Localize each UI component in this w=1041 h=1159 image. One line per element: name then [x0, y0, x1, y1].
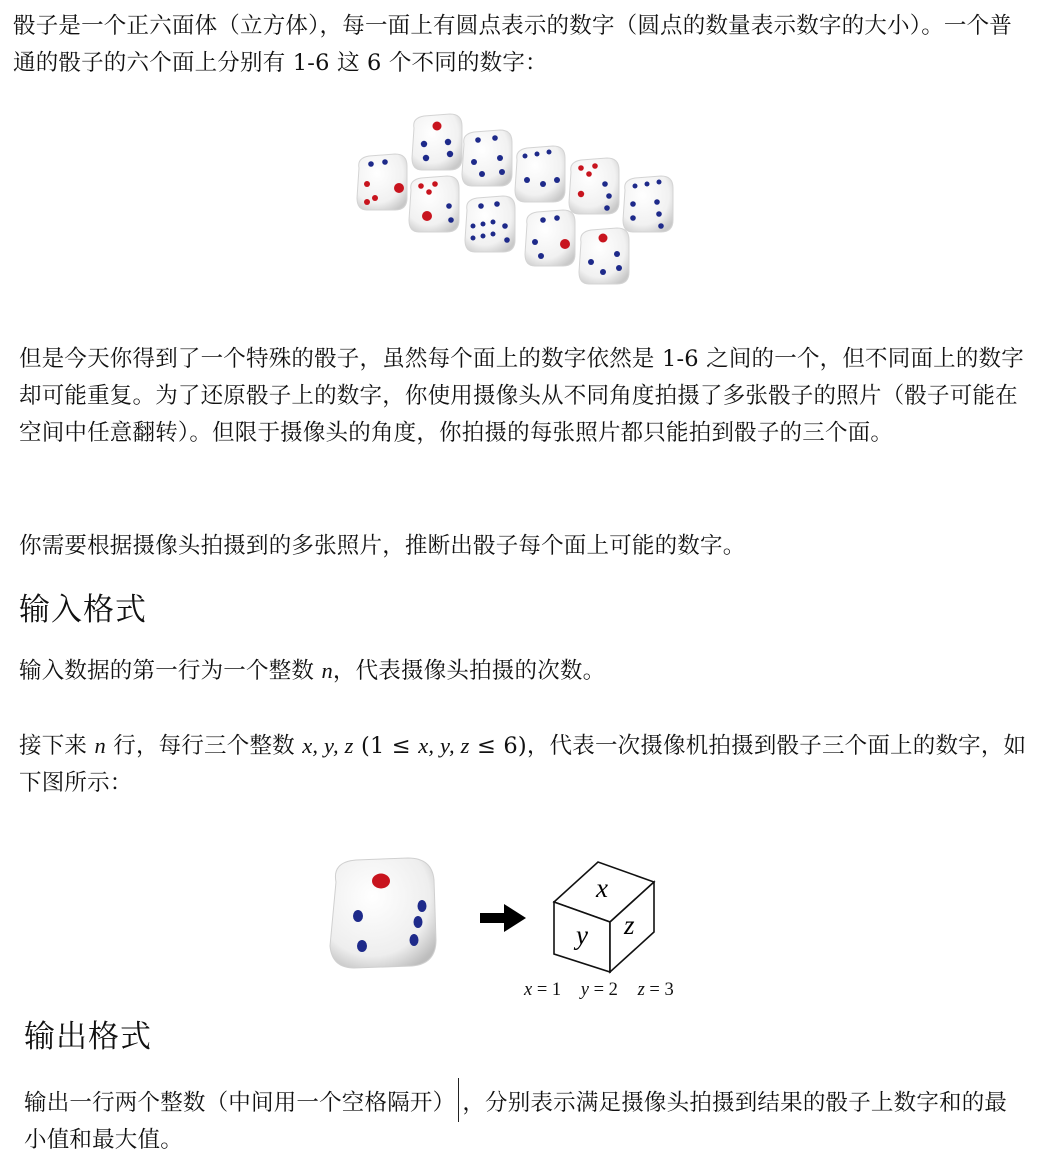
front-face-label: y [576, 920, 588, 950]
example-values [524, 980, 689, 1001]
cube-face-diagram [552, 860, 656, 974]
task-paragraph: 你需要根据摄像头拍摄到的多张照片，推断出骰子每个面上可能的数字。 [19, 533, 746, 559]
eq-x: x = 1 [524, 980, 562, 1000]
die-1 [412, 114, 462, 170]
intro-paragraph: 骰子是一个正六面体（立方体），每一面上有圆点表示的数字（圆点的数量表示数字的大小）。一个普通的骰子的六个面上分别有 1-6 这 6 个不同的数字： [13, 13, 1013, 76]
eq-y: y = 2 [580, 980, 618, 1000]
die-5 [623, 176, 673, 232]
die-10 [579, 228, 629, 284]
dice-group-photo [345, 110, 685, 305]
input-format-heading: 输入格式 [19, 592, 147, 628]
right-face-label: z [624, 910, 635, 940]
eq-z: z = 3 [637, 980, 674, 1000]
die-3 [515, 146, 565, 202]
output-paragraph: 输出一行两个整数（中间用一个空格隔开） ，分别表示满足摄像头拍摄到结果的骰子上数字和的最小值和最大值。 [24, 1078, 1029, 1159]
input-next-lines-text: 接下来 n 行，每行三个整数 x, y, z (1 ≤ x, y, z ≤ 6)，代表一次摄像机拍摄到骰子三个面上的数字，如下图所示： [19, 733, 1027, 796]
top-face-label: x [596, 873, 608, 903]
text-cursor [458, 1078, 459, 1122]
special-die-paragraph: 但是今天你得到了一个特殊的骰子，虽然每个面上的数字依然是 1-6 之间的一个，但不同面上的数字却可能重复。为了还原骰子上的数字，你使用摄像头从不同角度拍摄了多张骰子的照片（骰子可能在空间中任意翻转）。但限于摄像头的角度，你拍摄的每张照片都只能拍到骰子的三个面。 [19, 346, 1024, 446]
die-2 [462, 130, 512, 186]
right-arrow-icon [480, 904, 526, 932]
die-4 [569, 158, 619, 214]
die-9 [525, 210, 575, 266]
die-6 [357, 154, 407, 210]
single-die-photo [322, 856, 440, 974]
output-format-heading: 输出格式 [24, 1019, 152, 1055]
input-first-line-text: 输入数据的第一行为一个整数 n，代表摄像头拍摄的次数。 [19, 658, 606, 684]
die-8 [465, 196, 515, 252]
die-7 [409, 176, 459, 232]
